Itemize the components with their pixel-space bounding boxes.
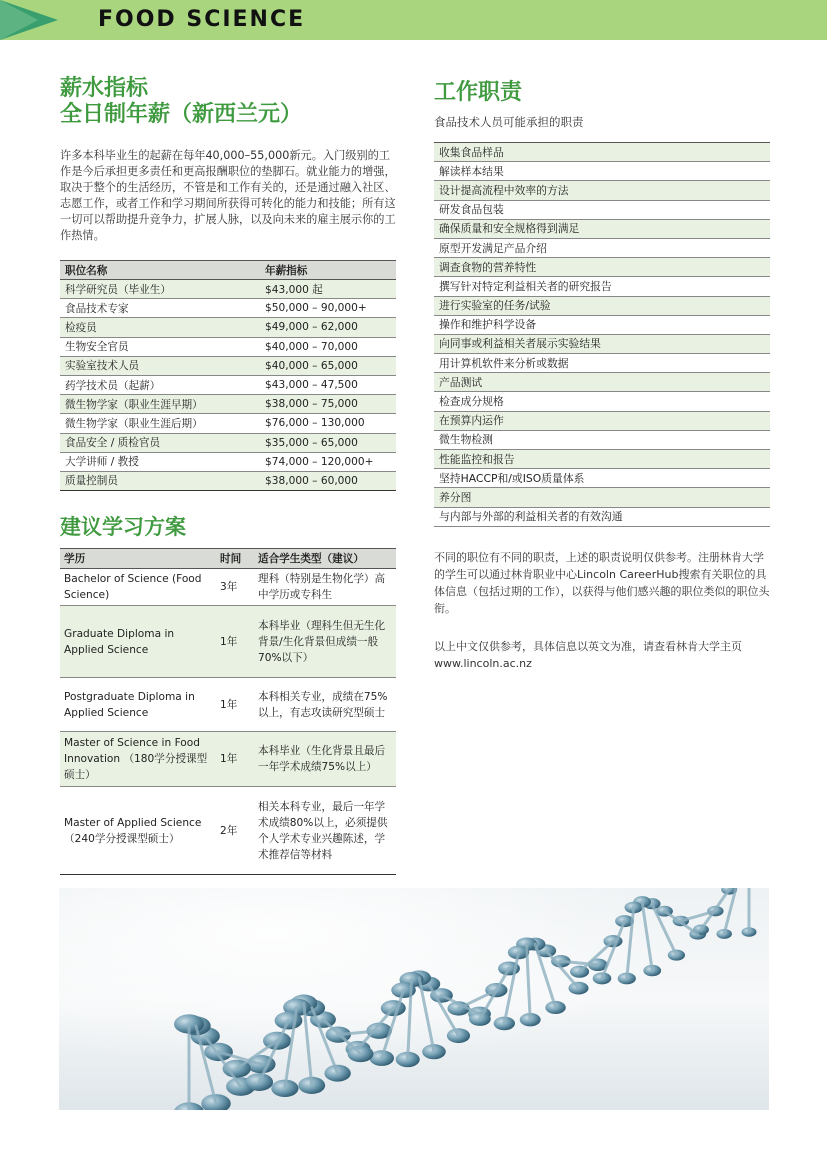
list-item [434, 507, 770, 526]
table-row [60, 318, 396, 337]
table-row [60, 787, 396, 875]
salary-title-line2: 全日制年薪（新西兰元） [60, 102, 303, 127]
study-header-suitable: 适合学生类型（建议） [254, 549, 396, 569]
salary-table [60, 260, 396, 491]
salary-title-line1: 薪水指标 [60, 76, 149, 101]
study-table [60, 548, 396, 875]
duty-item: 微生物检测 [434, 430, 770, 449]
salary-position: 检疫员 [60, 318, 260, 337]
study-suitable: 本科毕业（生化背景且最后一年学术成绩75%以上） [254, 732, 396, 787]
list-item [434, 238, 770, 257]
list-item [434, 181, 770, 200]
salary-range: $35,000 – 65,000 [260, 433, 396, 452]
duty-item: 研发食品包装 [434, 200, 770, 219]
salary-position: 食品安全 / 质检官员 [60, 433, 260, 452]
list-item [434, 411, 770, 430]
list-item [434, 354, 770, 373]
list-item [434, 430, 770, 449]
table-row [60, 337, 396, 356]
study-table-header-row [60, 549, 396, 569]
list-item [434, 334, 770, 353]
list-item [434, 469, 770, 488]
duty-item: 撰写针对特定利益相关者的研究报告 [434, 277, 770, 296]
study-suitable: 理科（特别是生物化学）高中学历或专科生 [254, 569, 396, 606]
salary-range: $43,000 起 [260, 280, 396, 299]
salary-range: $74,000 – 120,000+ [260, 452, 396, 471]
study-suitable: 相关本科专业，最后一年学术成绩80%以上，必须提供个人学术专业兴趣陈述，学术推荐信等材料 [254, 787, 396, 875]
study-duration: 1年 [216, 606, 254, 678]
disclaimer-note: 以上中文仅供参考，具体信息以英文为准，请查看林肯大学主页www.lincoln.ac.nz [434, 640, 742, 670]
list-item [434, 450, 770, 469]
duty-item: 向同事或利益相关者展示实验结果 [434, 334, 770, 353]
duty-item: 原型开发满足产品介绍 [434, 238, 770, 257]
salary-header-pay: 年薪指标 [260, 261, 396, 280]
table-row [60, 375, 396, 394]
salary-position: 科学研究员（毕业生） [60, 280, 260, 299]
list-item [434, 162, 770, 181]
duty-item: 性能监控和报告 [434, 450, 770, 469]
duties-table [434, 142, 770, 527]
study-degree: Graduate Diploma in Applied Science [60, 606, 216, 678]
table-row [60, 452, 396, 471]
salary-range: $40,000 – 65,000 [260, 356, 396, 375]
salary-intro-paragraph: 许多本科毕业生的起薪在每年40,000–55,000新元。入门级别的工作是今后承担更多责任和更高报酬职位的垫脚石。就业能力的增强，取决于整个的生活经历，不管是和工作有关的，还是通过融入社区、志愿工作，或者工作和学习期间所获得可转化的能力和技能；所有这一切可以帮助提升竞争力，扩展人脉，以及向未来的雇主展示你的工作热情。 [60, 149, 396, 242]
list-item [434, 200, 770, 219]
salary-range: $49,000 – 62,000 [260, 318, 396, 337]
table-row [60, 356, 396, 375]
study-duration: 3年 [216, 569, 254, 606]
duty-item: 用计算机软件来分析或数据 [434, 354, 770, 373]
duty-item: 在预算内运作 [434, 411, 770, 430]
list-item [434, 277, 770, 296]
salary-header-position: 职位名称 [60, 261, 260, 280]
study-degree: Postgraduate Diploma in Applied Science [60, 678, 216, 732]
study-header-degree: 学历 [60, 549, 216, 569]
duty-item: 检查成分规格 [434, 392, 770, 411]
table-row [60, 433, 396, 452]
study-duration: 1年 [216, 678, 254, 732]
table-row [60, 569, 396, 606]
salary-range: $50,000 – 90,000+ [260, 299, 396, 318]
salary-table-header-row [60, 261, 396, 280]
table-row [60, 395, 396, 414]
study-section-title: 建议学习方案 [60, 515, 186, 539]
list-item [434, 219, 770, 238]
table-row [60, 732, 396, 787]
study-duration: 1年 [216, 732, 254, 787]
duty-item: 解读样本结果 [434, 162, 770, 181]
study-header-duration: 时间 [216, 549, 254, 569]
table-row [60, 414, 396, 433]
salary-range: $76,000 – 130,000 [260, 414, 396, 433]
header-bar [0, 0, 827, 40]
salary-position: 微生物学家（职业生涯后期） [60, 414, 260, 433]
duty-item: 与内部与外部的利益相关者的有效沟通 [434, 507, 770, 526]
study-suitable: 本科相关专业，成绩在75%以上，有志攻读研究型硕士 [254, 678, 396, 732]
salary-range: $40,000 – 70,000 [260, 337, 396, 356]
duties-section-title: 工作职责 [434, 80, 523, 105]
duty-item: 设计提高流程中效率的方法 [434, 181, 770, 200]
dna-helix-icon [59, 888, 769, 1110]
duties-subtitle: 食品技术人员可能承担的职责 [434, 115, 584, 129]
salary-position: 微生物学家（职业生涯早期） [60, 395, 260, 414]
salary-section-title [60, 76, 302, 128]
study-degree: Master of Science in Food Innovation （180学分授课型硕士） [60, 732, 216, 787]
duties-note: 不同的职位有不同的职责，上述的职责说明仅供参考。注册林肯大学的学生可以通过林肯职业中心Lincoln CareerHub搜索有关职位的具体信息（包括过期的工作），以获得与他们感兴趣的职位类似的职位头衔。 [434, 551, 770, 615]
salary-range: $38,000 – 75,000 [260, 395, 396, 414]
salary-position: 生物安全官员 [60, 337, 260, 356]
study-duration: 2年 [216, 787, 254, 875]
table-row [60, 471, 396, 490]
salary-position: 食品技术专家 [60, 299, 260, 318]
salary-position: 质量控制员 [60, 471, 260, 490]
table-row [60, 606, 396, 678]
list-item [434, 143, 770, 162]
study-suitable: 本科毕业（理科生但无生化背景/生化背景但成绩一般70%以下） [254, 606, 396, 678]
list-item [434, 392, 770, 411]
table-row [60, 299, 396, 318]
dna-helix-image [59, 888, 769, 1110]
list-item [434, 373, 770, 392]
duty-item: 确保质量和安全规格得到满足 [434, 219, 770, 238]
salary-range: $38,000 – 60,000 [260, 471, 396, 490]
duty-item: 收集食品样品 [434, 143, 770, 162]
table-row [60, 280, 396, 299]
header-arrow-inner-shape [0, 0, 38, 40]
salary-range: $43,000 – 47,500 [260, 375, 396, 394]
list-item [434, 296, 770, 315]
study-degree: Bachelor of Science (Food Science) [60, 569, 216, 606]
table-row [60, 678, 396, 732]
salary-position: 大学讲师 / 教授 [60, 452, 260, 471]
duty-item: 坚持HACCP和/或ISO质量体系 [434, 469, 770, 488]
salary-position: 药学技术员（起薪） [60, 375, 260, 394]
duty-item: 产品测试 [434, 373, 770, 392]
duty-item: 进行实验室的任务/试验 [434, 296, 770, 315]
list-item [434, 488, 770, 507]
salary-position: 实验室技术人员 [60, 356, 260, 375]
study-degree: Master of Applied Science（240学分授课型硕士） [60, 787, 216, 875]
duty-item: 调查食物的营养特性 [434, 258, 770, 277]
duty-item: 操作和维护科学设备 [434, 315, 770, 334]
duty-item: 养分图 [434, 488, 770, 507]
list-item [434, 258, 770, 277]
list-item [434, 315, 770, 334]
header-title: FOOD SCIENCE [98, 7, 306, 32]
